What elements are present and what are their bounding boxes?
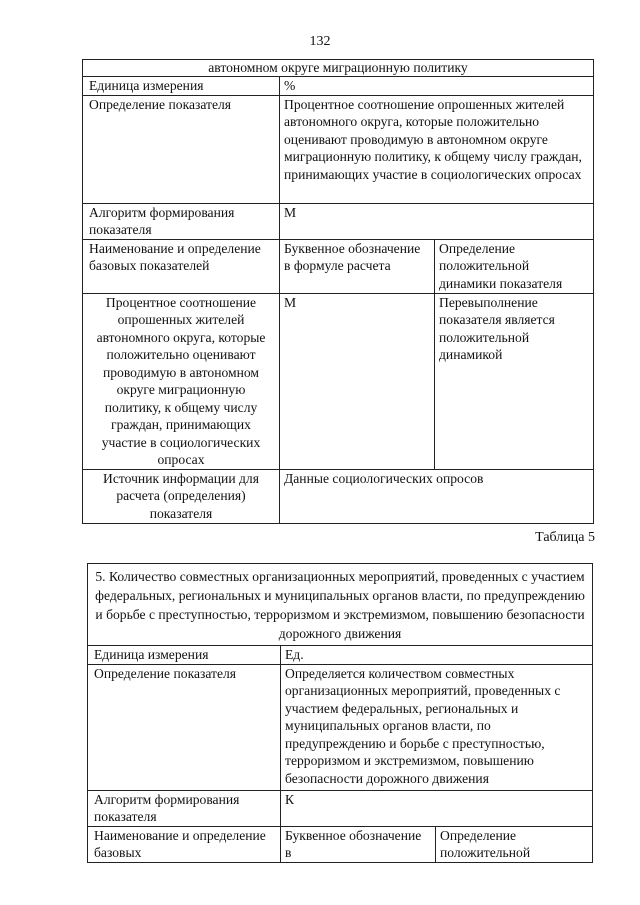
definition-value: Определяется количеством совместных организационных мероприятий, проведенных с участием федеральных, региональных и муниципальных органов власти, по предупреждению и борьбе с преступностью, терроризмом и экстремизмом, повышению безопасности дорожного движения: [281, 664, 593, 790]
table-row: [83, 95, 594, 203]
table-header-continuation: автономном округе миграционную политику: [83, 60, 594, 77]
base-indicator-letter: М: [280, 293, 435, 469]
base-header-name: Наименование и определение базовых: [88, 826, 281, 862]
table-row: [88, 646, 593, 665]
definition-label: Определение показателя: [88, 664, 281, 790]
algorithm-label: Алгоритм формирования показателя: [88, 790, 281, 826]
algorithm-value: М: [280, 203, 594, 239]
unit-label: Единица измерения: [83, 77, 280, 96]
base-indicator-name: Процентное соотношение опрошенных жителей автономного округа, которые положительно оценивают проводимую в автономном округе миграционную политику, к общему числу граждан, принимающих участие в социологических опросах: [83, 293, 280, 469]
unit-value: %: [280, 77, 594, 96]
unit-label: Единица измерения: [88, 646, 281, 665]
base-header-name: Наименование и определение базовых показателей: [83, 239, 280, 293]
page-number: 132: [309, 34, 331, 49]
base-header-dynamics: Определение положительной динамики показателя: [435, 239, 594, 293]
table-row: [88, 826, 593, 862]
indicator-table-5: [87, 563, 593, 863]
algorithm-label: Алгоритм формирования показателя: [83, 203, 280, 239]
base-indicator-dynamics: Перевыполнение показателя является положительной динамикой: [435, 293, 594, 469]
table-caption: Таблица 5: [535, 530, 595, 545]
source-value: Данные социологических опросов: [280, 469, 594, 523]
base-header-dynamics: Определение положительной: [436, 826, 593, 862]
definition-label: Определение показателя: [83, 95, 280, 203]
table-row: [83, 60, 594, 77]
table-row: [88, 664, 593, 790]
unit-value: Ед.: [281, 646, 593, 665]
definition-value: Процентное соотношение опрошенных жителей автономного округа, которые положительно оценивают проводимую в автономном округе миграционную политику, к общему числу граждан, принимающих участие в социологических опросах: [280, 95, 594, 203]
base-header-letter: Буквенное обозначение в: [281, 826, 436, 862]
table-row: [83, 239, 594, 293]
table-row: [88, 790, 593, 826]
algorithm-value: К: [281, 790, 593, 826]
table-row: [83, 203, 594, 239]
table-row: [83, 469, 594, 523]
indicator-table-migration: [82, 59, 594, 524]
table-row: [83, 77, 594, 96]
table-row: [88, 564, 593, 646]
source-label: Источник информации для расчета (определения) показателя: [83, 469, 280, 523]
base-header-letter: Буквенное обозначение в формуле расчета: [280, 239, 435, 293]
table-row: [83, 293, 594, 469]
table-5-header: 5. Количество совместных организационных мероприятий, проведенных с участием федеральных, региональных и муниципальных органов власти, по предупреждению и борьбе с преступностью, терроризмом и экстремизмом, повышению безопасности дорожного движения: [88, 564, 593, 646]
